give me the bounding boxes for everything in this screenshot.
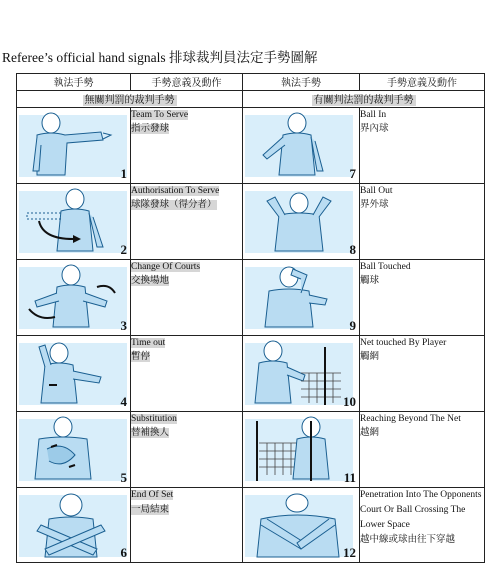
- subheader-penalty: 有關判法罰的裁判手勢: [243, 91, 485, 108]
- net-touch-figure-icon: [245, 339, 353, 407]
- signal-name-en: End Of Set: [131, 490, 174, 500]
- signal-picture-1: [17, 108, 131, 184]
- rotate-arms-figure-icon: [19, 263, 127, 331]
- signal-description-10: [360, 336, 485, 412]
- time-out-figure-icon: [19, 339, 127, 407]
- hand-on-head-figure-icon: [245, 263, 353, 331]
- signal-name-en: Authorisation To Serve: [131, 186, 220, 196]
- signal-number: 7: [349, 166, 356, 181]
- signal-name-zh: 指示發球: [131, 124, 170, 134]
- reach-over-net-figure-icon: [245, 415, 353, 483]
- subheader-row: [17, 91, 485, 108]
- table-row: [17, 488, 485, 563]
- signal-number: 5: [120, 470, 127, 485]
- header-row: [17, 74, 485, 91]
- signal-name-zh: 交換場地: [131, 276, 170, 286]
- signal-name-en: Change Of Courts: [131, 262, 201, 272]
- signal-picture-7: [243, 108, 360, 184]
- document-title: Referee’s official hand signals 排球裁判員法定手勢圖解: [2, 50, 318, 65]
- signal-name-zh: 球隊發球（得分者）: [131, 200, 217, 210]
- header-signal-right: 執法手勢: [243, 74, 360, 91]
- signal-description-8: [360, 184, 485, 260]
- signal-name-en: Reaching Beyond The Net: [360, 414, 461, 424]
- signal-number: 12: [343, 545, 356, 560]
- signal-description-9: [360, 260, 485, 336]
- signal-name-en: Team To Serve: [131, 110, 189, 120]
- hands-up-figure-icon: [245, 187, 353, 255]
- signal-name-en: Penetration Into The Opponents Court Or Ball Crossing The Lower Space: [360, 490, 482, 530]
- header-signal-left: 執法手勢: [17, 74, 131, 91]
- signal-picture-12: [243, 488, 360, 563]
- signal-name-zh: 越中線或球由往下穿越: [360, 535, 456, 545]
- signal-number: 8: [349, 242, 356, 257]
- signal-name-en: Substitution: [131, 414, 177, 424]
- table-row: [17, 336, 485, 412]
- signal-name-zh: 觸球: [360, 276, 380, 286]
- signal-picture-8: [243, 184, 360, 260]
- signal-name-zh: 越網: [360, 428, 380, 438]
- signal-name-zh: 一局結束: [131, 505, 170, 515]
- signals-table: [16, 73, 485, 563]
- signal-number: 6: [120, 545, 127, 560]
- signal-number: 2: [120, 242, 127, 257]
- signal-picture-4: [17, 336, 131, 412]
- arm-swing-figure-icon: [19, 187, 127, 255]
- signal-description-2: [131, 184, 243, 260]
- signal-name-en: Ball Out: [360, 186, 393, 196]
- signal-picture-3: [17, 260, 131, 336]
- signal-name-en: Ball In: [360, 110, 387, 120]
- signal-number: 3: [120, 318, 127, 333]
- signal-description-6: [131, 488, 243, 563]
- signal-number: 1: [120, 166, 127, 181]
- signal-picture-9: [243, 260, 360, 336]
- signal-name-en: Ball Touched: [360, 262, 411, 272]
- signal-name-zh: 觸網: [360, 352, 380, 362]
- table-row: [17, 260, 485, 336]
- table-row: [17, 184, 485, 260]
- signal-number: 9: [349, 318, 356, 333]
- signal-number: 10: [343, 394, 356, 409]
- signal-picture-6: [17, 488, 131, 563]
- substitution-figure-icon: [19, 415, 127, 483]
- header-meaning-left: 手勢意義及動作: [131, 74, 243, 91]
- signal-name-zh: 替補換人: [131, 428, 170, 438]
- signal-description-11: [360, 412, 485, 488]
- signal-description-4: [131, 336, 243, 412]
- signal-number: 11: [343, 470, 356, 485]
- arm-down-point-figure-icon: [245, 111, 353, 179]
- arm-point-figure-icon: [19, 111, 127, 179]
- signal-name-en: Time out: [131, 338, 166, 348]
- table-row: [17, 412, 485, 488]
- signal-name-zh: 界內球: [360, 124, 389, 134]
- signal-description-1: [131, 108, 243, 184]
- table-row: [17, 108, 485, 184]
- signal-picture-5: [17, 412, 131, 488]
- crossed-arms-figure-icon: [19, 491, 127, 559]
- lower-arms-figure-icon: [245, 491, 353, 559]
- signal-number: 4: [120, 394, 127, 409]
- signal-description-3: [131, 260, 243, 336]
- signal-picture-2: [17, 184, 131, 260]
- signal-name-zh: 暫停: [131, 352, 151, 362]
- signal-name-zh: 界外球: [360, 200, 389, 210]
- subheader-non-penalty: 無關判罰的裁判手勢: [17, 91, 243, 108]
- signal-name-en: Net touched By Player: [360, 338, 447, 348]
- signal-description-12: [360, 488, 485, 563]
- signal-description-7: [360, 108, 485, 184]
- signal-picture-11: [243, 412, 360, 488]
- signal-picture-10: [243, 336, 360, 412]
- header-meaning-right: 手勢意義及動作: [360, 74, 485, 91]
- signal-description-5: [131, 412, 243, 488]
